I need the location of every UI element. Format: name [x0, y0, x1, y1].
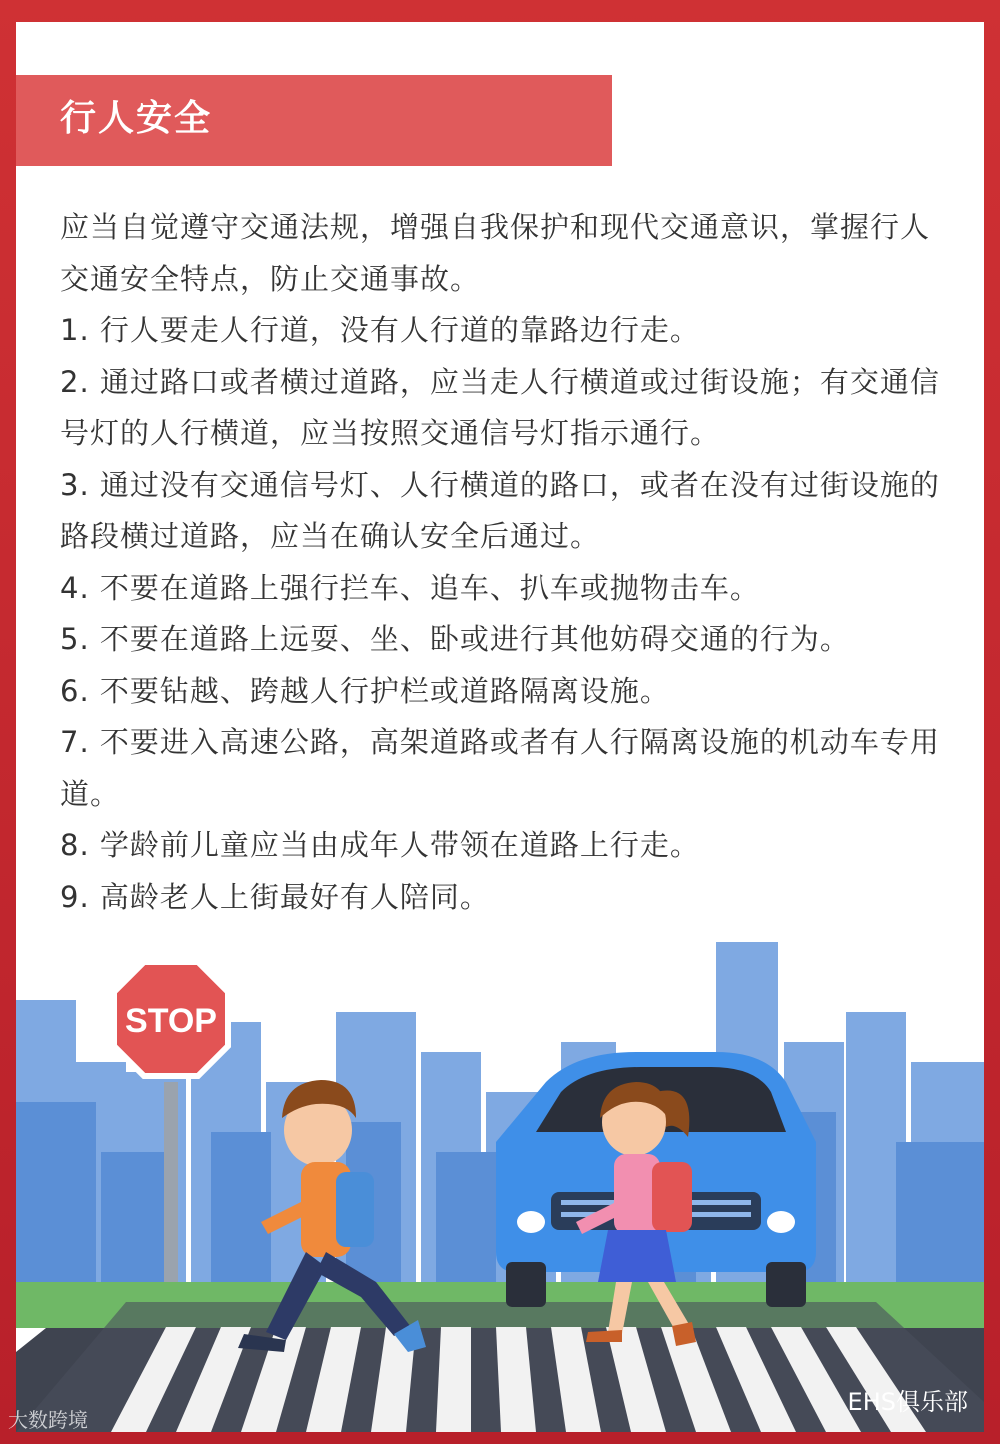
- stop-sign-pole: [164, 1082, 178, 1282]
- rule-item: 1. 行人要走人行道，没有人行道的靠路边行走。: [60, 313, 700, 347]
- content-card: [16, 22, 984, 1432]
- rule-item: 2. 通过路口或者横过道路，应当走人行横道或过街设施；有交通信号灯的人行横道，应当按照交通信号灯指示通行。: [60, 364, 940, 450]
- rule-item: 6. 不要钻越、跨越人行护栏或道路隔离设施。: [60, 673, 670, 708]
- stop-sign-text: STOP: [125, 1002, 217, 1040]
- rule-item: 4. 不要在道路上强行拦车、追车、扒车或抛物击车。: [60, 570, 760, 605]
- intro-paragraph: 应当自觉遵守交通法规，增强自我保护和现代交通意识，掌握行人交通安全特点，防止交通事故。: [60, 210, 931, 296]
- crosswalk-illustration: [16, 922, 984, 1432]
- article-body: [60, 202, 950, 923]
- watermark-right: EHS俱乐部: [847, 1388, 968, 1416]
- rule-item: 9. 高龄老人上街最好有人陪同。: [60, 879, 490, 914]
- section-title: 行人安全: [60, 98, 213, 139]
- rule-item: 3. 通过没有交通信号灯、人行横道的路口，或者在没有过街设施的路段横过道路，应当在确认安全后通过。: [60, 467, 940, 553]
- rule-item: 8. 学龄前儿童应当由成年人带领在道路上行走。: [60, 828, 700, 862]
- rule-item: 7. 不要进入高速公路，高架道路或者有人行隔离设施的机动车专用道。: [60, 725, 940, 811]
- watermark-left: 大数跨境: [8, 1408, 88, 1432]
- rule-item: 5. 不要在道路上远耍、坐、卧或进行其他妨碍交通的行为。: [60, 622, 850, 656]
- section-banner: [16, 75, 612, 166]
